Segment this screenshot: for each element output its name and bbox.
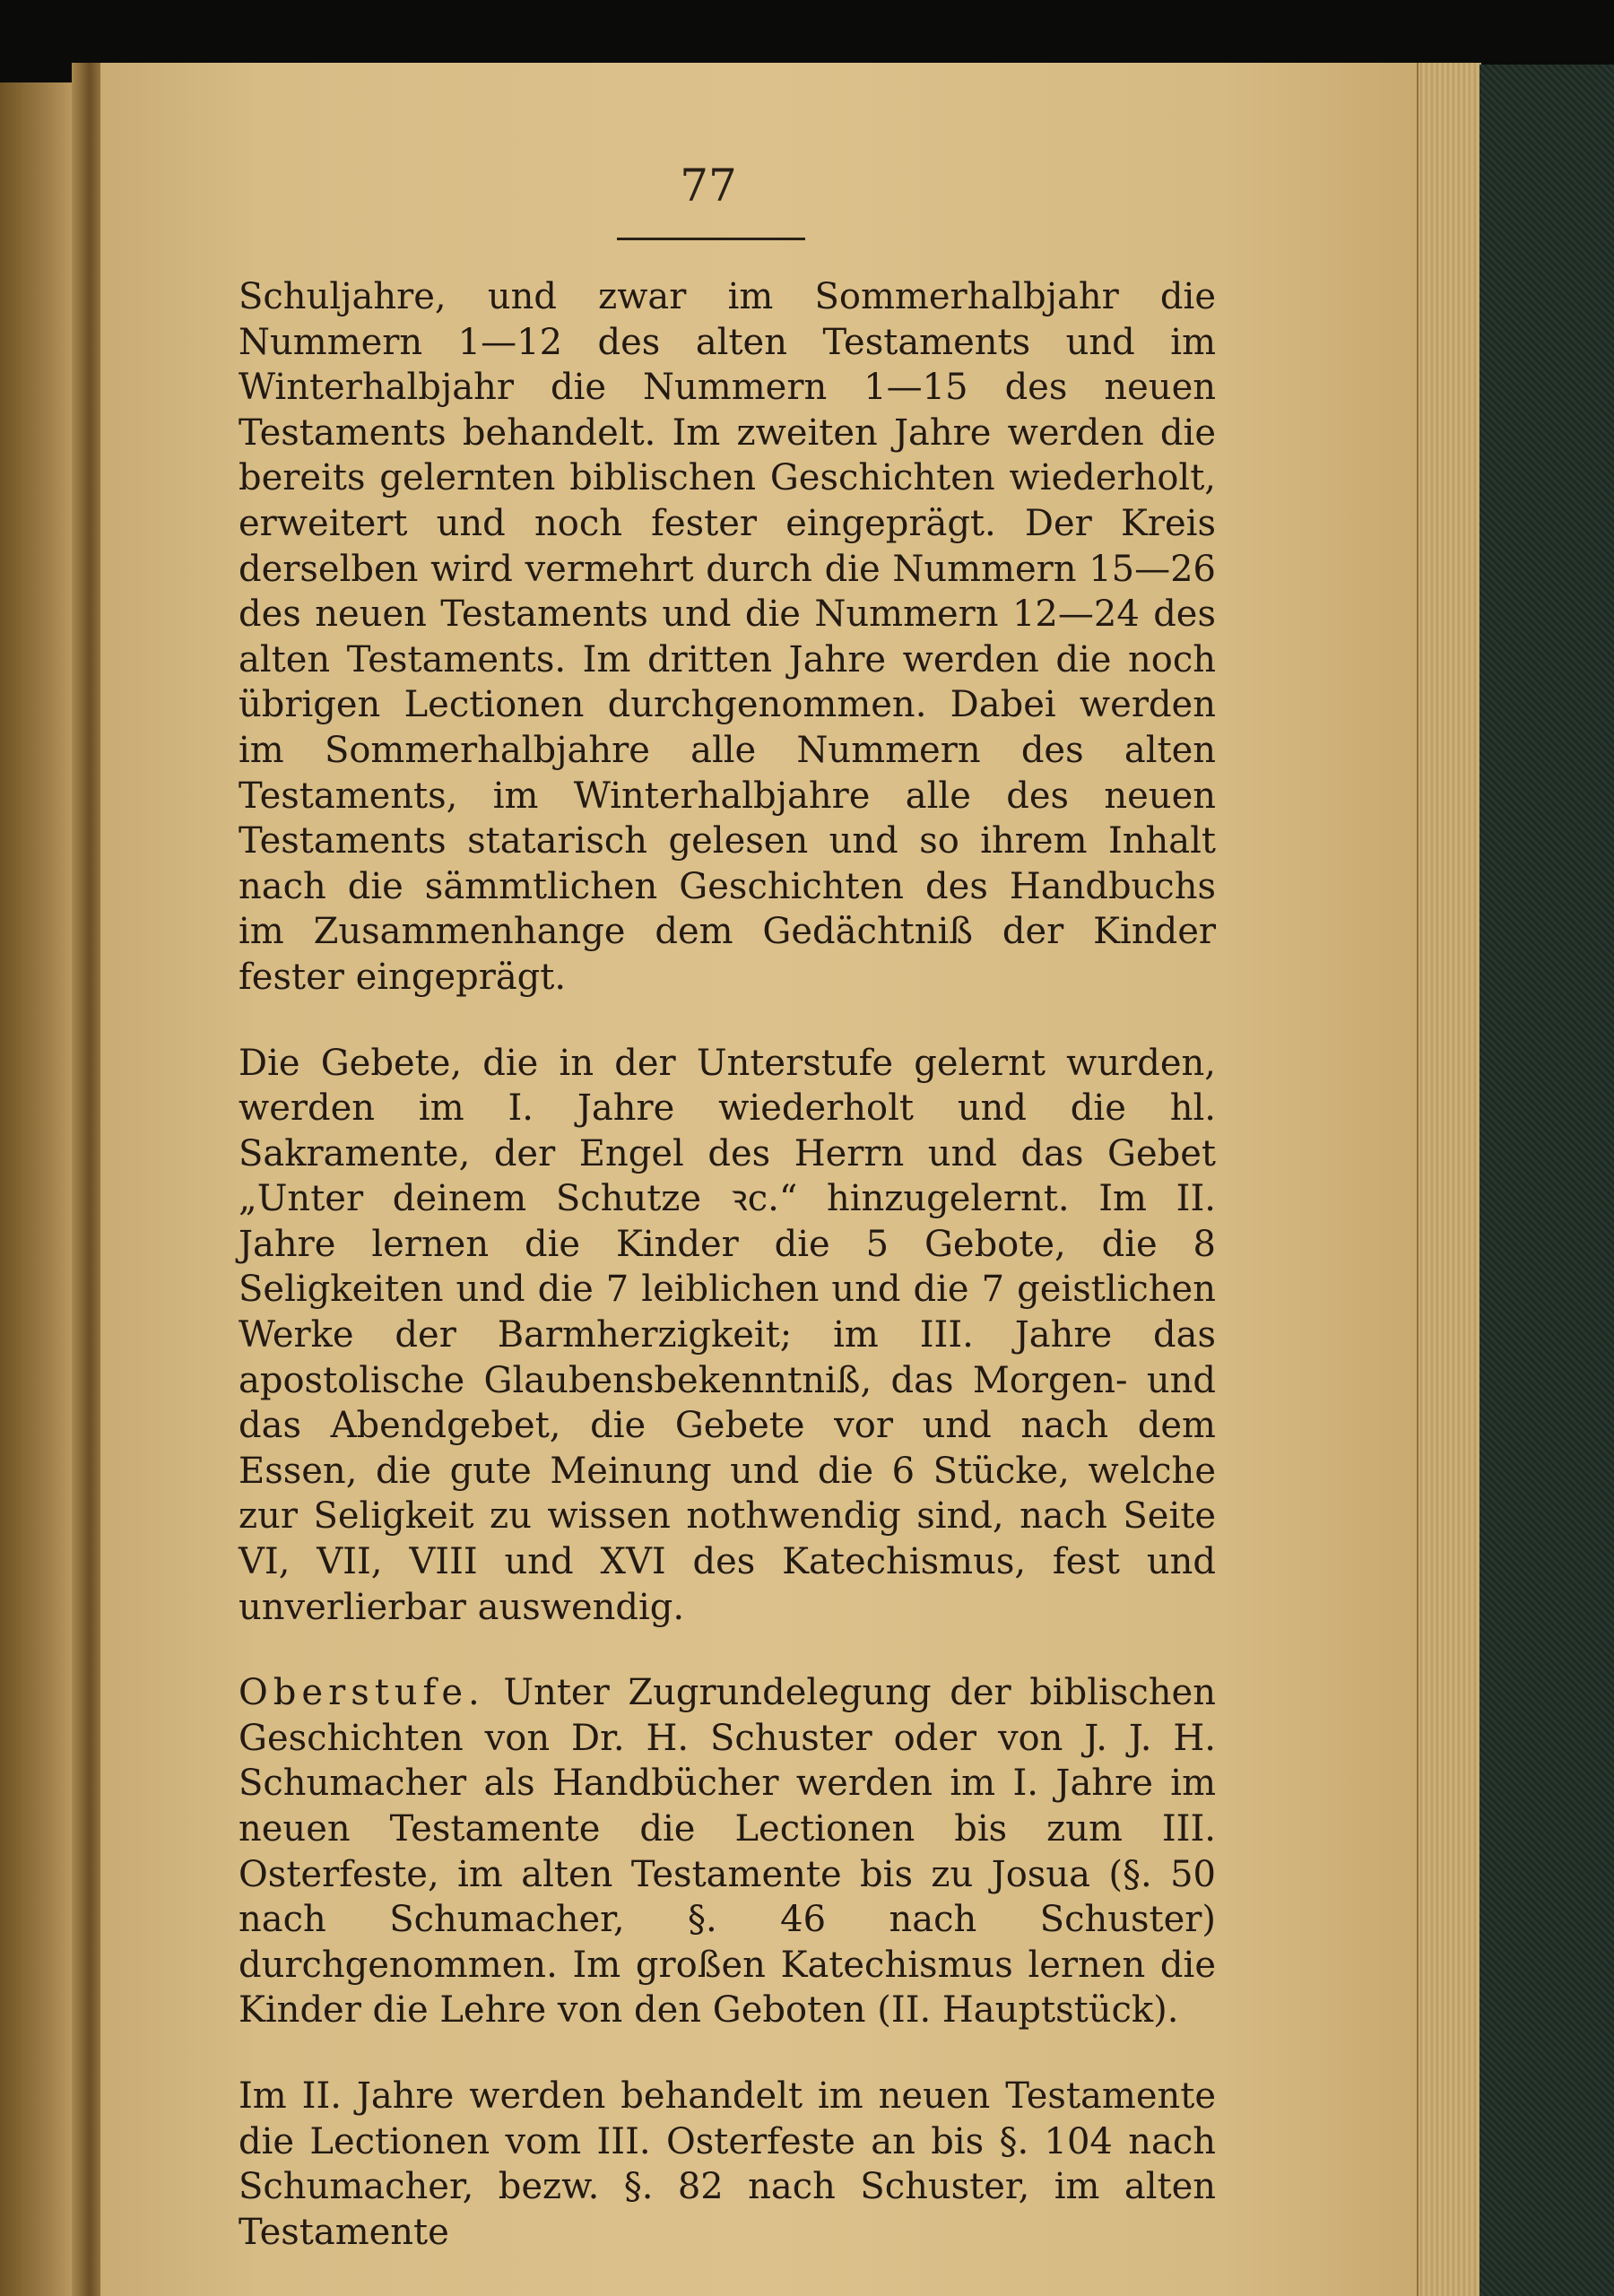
paragraph-4: Im II. Jahre werden behandelt im neuen Testamente die Lectionen vom III. Osterfeste an bis §. 104 nach Schumacher, bezw. §. 82 nach Schuster, im alten Testamente: [239, 2075, 1216, 2253]
paragraph-2: Die Gebete, die in der Unterstufe gelernt wurden, werden im I. Jahre wiederholt und die hl. Sakramente, der Engel des Herrn und das Gebet „Unter deinem Schutze ꝛc.“ hinzugelernt. Im II. Jahre lernen die Kinder die 5 Gebote, die 8 Seligkeiten und die 7 leiblichen und die 7 geistlichen Werke der Barmherzigkeit; im III. Jahre das apostolische Glaubensbekenntniß, das Morgen- und das Abendgebet, die Gebete vor und nach dem Essen, die gute Meinung und die 6 Stücke, welche zur Seligkeit zu wissen nothwendig sind, nach Seite VI, VII, VIII und XVI des Katechismus, fest und unverlierbar auswendig.: [239, 1042, 1216, 1628]
body-text: [239, 274, 1216, 2255]
page-number: 77: [680, 160, 737, 212]
book-cover: [1480, 65, 1614, 2296]
left-page-edge: [0, 82, 72, 2296]
paragraph-1: Schuljahre, und zwar im Sommerhalbjahr die Nummern 1—12 des alten Testaments und im Winterhalbjahr die Nummern 1—15 des neuen Testaments behandelt. Im zweiten Jahre werden die bereits gelernten biblischen Geschichten wiederholt, erweitert und noch fester eingeprägt. Der Kreis derselben wird vermehrt durch die Nummern 15—26 des neuen Testaments und die Nummern 12—24 des alten Testaments. Im dritten Jahre werden die noch übrigen Lectionen durchgenommen. Dabei werden im Sommerhalbjahre alle Nummern des alten Testaments, im Winterhalbjahre alle des neuen Testaments statarisch gelesen und so ihrem Inhalt nach die sämmtlichen Geschichten des Handbuchs im Zusammenhange dem Gedächtniß der Kinder fester eingeprägt.: [239, 276, 1216, 998]
paragraph-3-text: Unter Zugrundelegung der biblischen Geschichten von Dr. H. Schuster oder von J. J. H. Schumacher als Handbücher werden im I. Jahre im neuen Testamente die Lectionen bis zum III. Osterfeste, im alten Testamente bis zu Josua (§. 50 nach Schumacher, §. 46 nach Schuster) durchgenommen. Im großen Katechismus lernen die Kinder die Lehre von den Geboten (II. Hauptstück).: [239, 1672, 1216, 2032]
page-edges: [1417, 63, 1481, 2296]
section-heading: Oberstufe.: [239, 1672, 485, 1714]
paragraph-3: [239, 1670, 1216, 2033]
header-rule: [617, 238, 805, 240]
